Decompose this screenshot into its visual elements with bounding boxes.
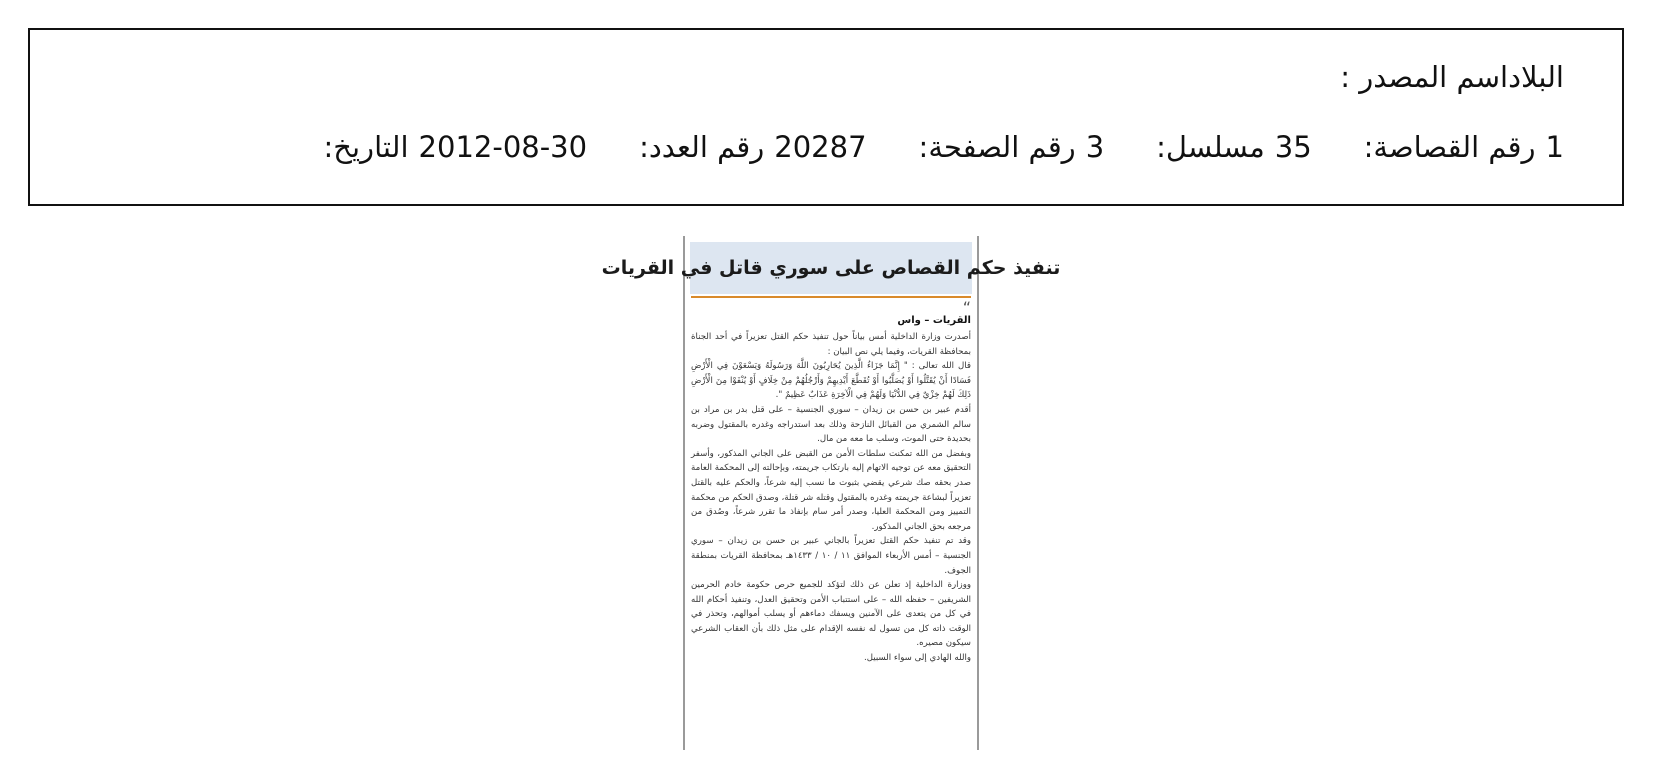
serial-label: مسلسل:	[1156, 130, 1265, 164]
clipping-paragraph: ووزارة الداخلية إذ تعلن عن ذلك لتؤكد للجميع حرص حكومة خادم الحرمين الشريفين – حفظه الله – على استتباب الأمن وتحقيق العدل، وتنفيذ أحكام الله في كل من يتعدى على الآمنين ويسفك دماءهم أو يسلب أموالهم، وتحذر في الوقت ذاته كل من تسول له نفسه الإقدام على مثل ذلك بأن العقاب الشرعي سيكون مصيره.	[691, 580, 971, 649]
page-label: رقم الصفحة:	[918, 130, 1076, 164]
date-label: التاريخ:	[323, 130, 409, 164]
clip-number-label: رقم القصاصة:	[1363, 130, 1536, 164]
source-value: البلاد	[1508, 60, 1564, 94]
clipping-paragraph: وبفضل من الله تمكنت سلطات الأمن من القبض على الجاني المذكور، وأسفر التحقيق معه عن توجيه الاتهام إليه بارتكاب جريمته، وبإحالته إلى المحكمة العامة صدر بحقه صك شرعي يقضي بثبوت ما نسب إليه شرعاً، والحكم عليه بالقتل تعزيراً لبشاعة جريمته وغدره بالمقتول وقتله شر قتلة، وصدق الحكم من محكمة التمييز ومن المحكمة العليا، وصدر أمر سام بإنفاذ ما تقرر شرعاً، وصُدق من مرجعه بحق الجاني المذكور.	[691, 448, 971, 532]
clipping-paragraph: والله الهادي إلى سواء السبيل.	[863, 653, 971, 664]
date-field	[324, 130, 588, 164]
clipping-paragraph: أصدرت وزارة الداخلية أمس بياناً حول تنفيذ حكم القتل تعزيراً في أحد الجناة بمحافظة القريات، وفيما يلي نص البيان :	[691, 332, 971, 357]
source-label: اسم المصدر :	[1340, 60, 1509, 94]
quote-mark-icon: “	[962, 298, 971, 317]
clipping-body	[685, 328, 977, 666]
page-field	[919, 130, 1105, 164]
clipping-paragraph: قال الله تعالى : " إِنَّمَا جَزَاءُ الَّذِينَ يُحَارِبُونَ اللَّهَ وَرَسُولَهُ وَيَسْعَوْنَ فِي الْأَرْضِ فَسَادًا أَنْ يُقَتَّلُوا أَوْ يُصَلَّبُوا أَوْ تُقَطَّعَ أَيْدِيهِمْ وَأَرْجُلُهُمْ مِنْ خِلَافٍ أَوْ يُنْفَوْا مِنَ الْأَرْضِ ذَلِكَ لَهُمْ خِزْيٌ فِي الدُّنْيَا وَلَهُمْ فِي الْآخِرَةِ عَذَابٌ عَظِيمٌ ".	[691, 361, 971, 401]
issue-label: رقم العدد:	[639, 130, 765, 164]
source-line	[1316, 60, 1564, 94]
metadata-header	[28, 28, 1624, 206]
clip-number-value: 1	[1545, 130, 1564, 164]
newspaper-clipping	[601, 236, 1061, 750]
clip-number-field	[1364, 130, 1564, 164]
clipping-paragraph: أقدم عبير بن حسن بن زيدان – سوري الجنسية – على قتل بدر بن مراد بن سالم الشمري من القبائل النازحة وذلك بعد استدراجه وغدره بالمقتول وضربه بحديدة حتى الموت، وسلب ما معه من مال.	[691, 404, 971, 445]
serial-value: 35	[1274, 130, 1312, 164]
clipping-headline: تنفيذ حكم القصاص على سوري قاتل في القريات	[601, 257, 1061, 279]
page-value: 3	[1085, 130, 1105, 164]
date-value: 2012-08-30	[418, 130, 588, 164]
serial-field	[1156, 130, 1312, 164]
clipping-paragraph: وقد تم تنفيذ حكم القتل تعزيراً بالجاني عبير بن حسن بن زيدان – سوري الجنسية – أمس الأربعاء الموافق ١١ / ١٠ / ١٤٣٣هـ بمحافظة القريات بمنطقة الجوف.	[691, 536, 971, 576]
headline-divider	[691, 296, 971, 298]
clipping-title-bar	[601, 242, 1061, 294]
issue-value: 20287	[774, 130, 867, 164]
details-line	[324, 130, 1565, 164]
issue-field	[639, 130, 866, 164]
clipping-dateline: القريات – واس	[897, 315, 971, 326]
